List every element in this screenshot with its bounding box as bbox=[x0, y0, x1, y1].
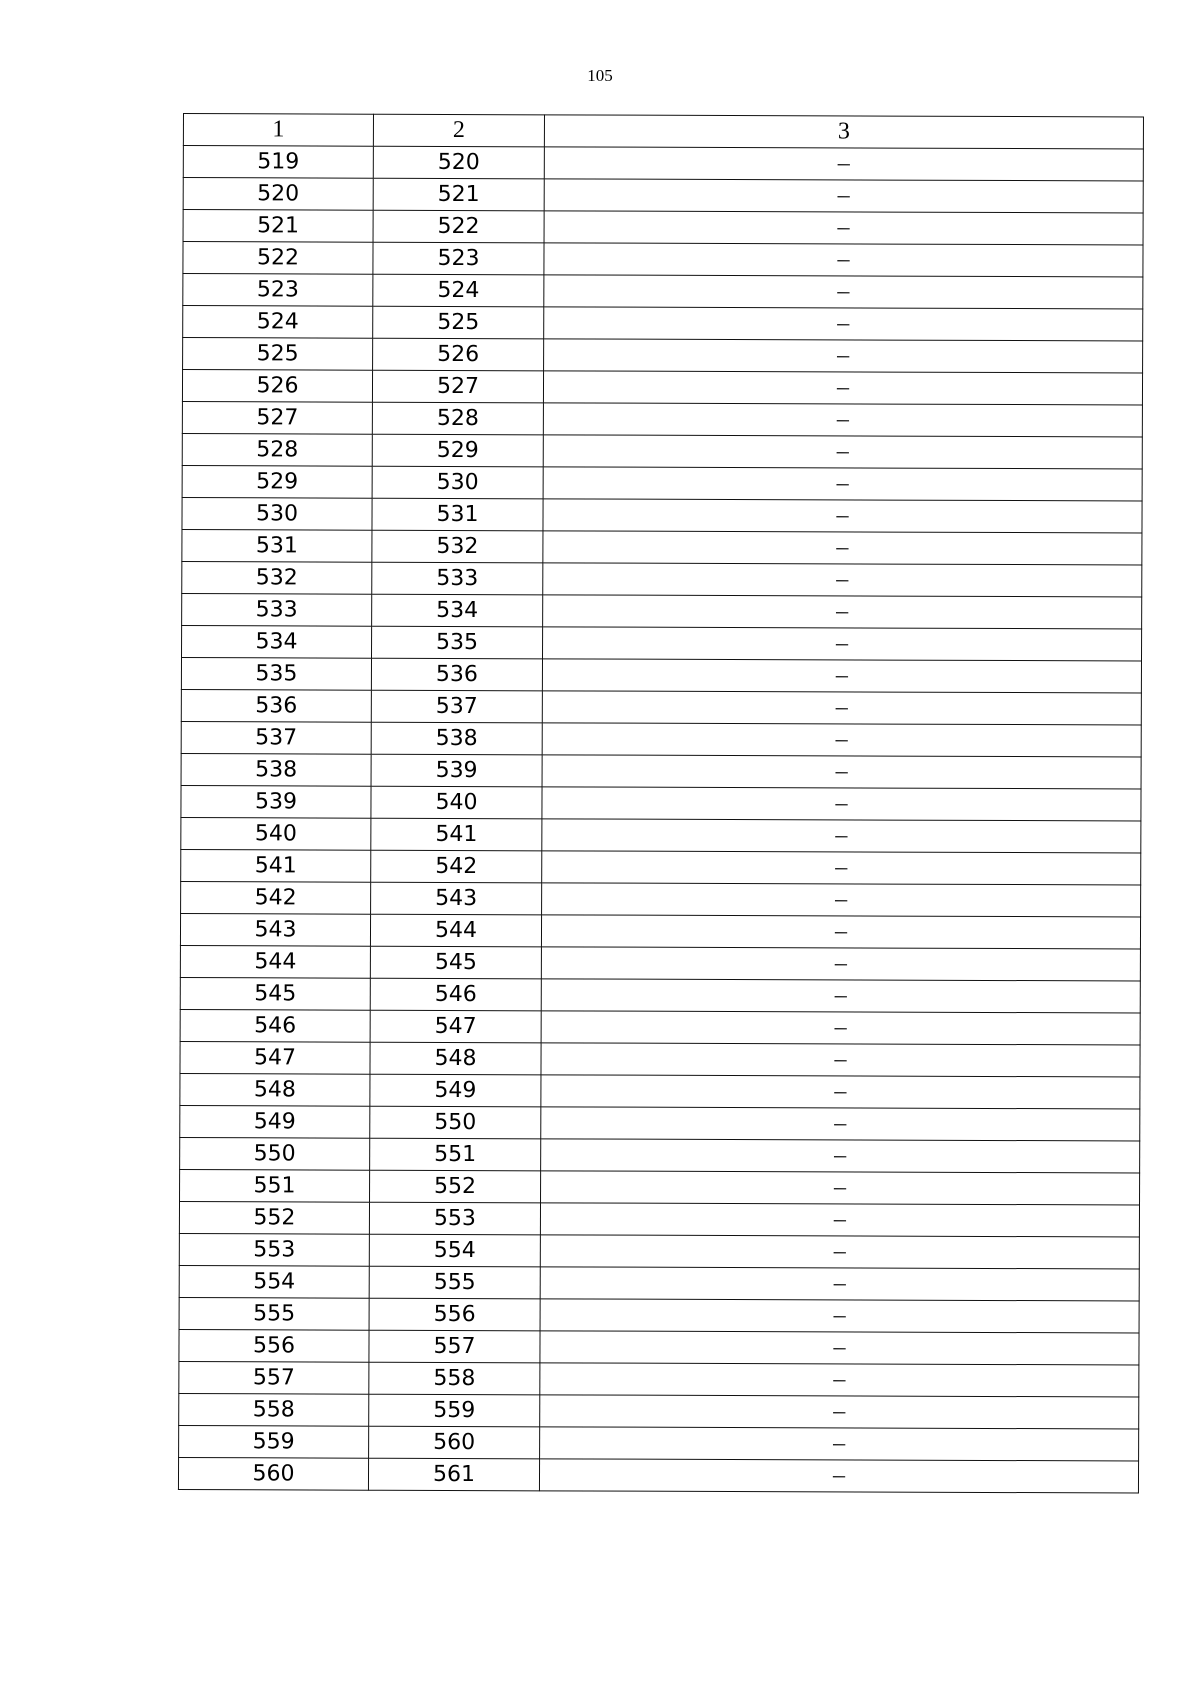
cell-col-2: 542 bbox=[371, 850, 542, 883]
cell-col-2: 553 bbox=[369, 1202, 540, 1235]
cell-col-3: – bbox=[544, 339, 1143, 373]
table-row bbox=[180, 1137, 1140, 1173]
cell-col-1: 543 bbox=[180, 913, 370, 946]
table-row bbox=[181, 785, 1141, 821]
cell-col-2: 547 bbox=[370, 1010, 541, 1043]
cell-col-1: 544 bbox=[180, 945, 370, 978]
cell-col-3: – bbox=[542, 755, 1141, 789]
table-row bbox=[180, 913, 1140, 949]
cell-col-1: 547 bbox=[180, 1041, 370, 1074]
cell-col-2: 527 bbox=[372, 370, 543, 403]
cell-col-2: 524 bbox=[373, 274, 544, 307]
table-row bbox=[180, 1073, 1140, 1109]
table-row bbox=[179, 1297, 1139, 1333]
cell-col-1: 527 bbox=[182, 401, 372, 434]
cell-col-1: 519 bbox=[183, 146, 373, 179]
cell-col-3: – bbox=[543, 371, 1142, 405]
table-row bbox=[182, 593, 1142, 629]
cell-col-1: 521 bbox=[183, 210, 373, 243]
cell-col-3: – bbox=[544, 307, 1143, 341]
table-row bbox=[182, 529, 1142, 565]
column-header-1: 1 bbox=[183, 114, 373, 147]
table-row bbox=[181, 817, 1141, 853]
cell-col-3: – bbox=[542, 659, 1141, 693]
cell-col-1: 525 bbox=[183, 338, 373, 371]
table-container bbox=[178, 113, 1143, 1494]
table-row bbox=[182, 625, 1142, 661]
cell-col-3: – bbox=[542, 883, 1141, 917]
cell-col-3: – bbox=[541, 915, 1140, 949]
table-row bbox=[183, 242, 1143, 278]
cell-col-2: 522 bbox=[373, 210, 544, 243]
cell-col-3: – bbox=[541, 1171, 1140, 1205]
cell-col-1: 539 bbox=[181, 785, 371, 818]
cell-col-3: – bbox=[540, 1267, 1139, 1301]
table-row bbox=[179, 1393, 1139, 1429]
cell-col-3: – bbox=[541, 1011, 1140, 1045]
table-row bbox=[182, 497, 1142, 533]
table-row bbox=[181, 721, 1141, 757]
cell-col-1: 534 bbox=[182, 625, 372, 658]
cell-col-1: 523 bbox=[183, 274, 373, 307]
table-row bbox=[182, 401, 1142, 437]
cell-col-2: 543 bbox=[371, 882, 542, 915]
table-row bbox=[179, 1329, 1139, 1365]
cell-col-3: – bbox=[543, 627, 1142, 661]
cell-col-1: 533 bbox=[182, 593, 372, 626]
cell-col-1: 532 bbox=[182, 561, 372, 594]
cell-col-1: 554 bbox=[179, 1265, 369, 1298]
cell-col-2: 554 bbox=[369, 1234, 540, 1267]
cell-col-2: 526 bbox=[373, 338, 544, 371]
header-row bbox=[183, 114, 1143, 150]
table-row bbox=[180, 1009, 1140, 1045]
table-row bbox=[181, 849, 1141, 885]
table-row bbox=[182, 465, 1142, 501]
cell-col-2: 531 bbox=[372, 498, 543, 531]
table-row bbox=[180, 977, 1140, 1013]
cell-col-2: 558 bbox=[369, 1362, 540, 1395]
table-row bbox=[181, 657, 1141, 693]
cell-col-3: – bbox=[540, 1299, 1139, 1333]
table-row bbox=[181, 753, 1141, 789]
cell-col-1: 529 bbox=[182, 465, 372, 498]
table-row bbox=[180, 1105, 1140, 1141]
cell-col-2: 529 bbox=[372, 434, 543, 467]
cell-col-3: – bbox=[541, 979, 1140, 1013]
cell-col-1: 531 bbox=[182, 529, 372, 562]
cell-col-1: 559 bbox=[179, 1425, 369, 1458]
cell-col-1: 538 bbox=[181, 753, 371, 786]
cell-col-2: 552 bbox=[370, 1170, 541, 1203]
cell-col-2: 528 bbox=[372, 402, 543, 435]
cell-col-1: 526 bbox=[182, 370, 372, 403]
cell-col-3: – bbox=[540, 1395, 1139, 1429]
cell-col-1: 555 bbox=[179, 1297, 369, 1330]
cell-col-2: 557 bbox=[369, 1330, 540, 1363]
cell-col-1: 551 bbox=[180, 1169, 370, 1202]
cell-col-3: – bbox=[540, 1331, 1139, 1365]
cell-col-2: 545 bbox=[370, 946, 541, 979]
table-row bbox=[183, 306, 1143, 342]
cell-col-1: 552 bbox=[179, 1201, 369, 1234]
cell-col-2: 551 bbox=[370, 1138, 541, 1171]
cell-col-3: – bbox=[543, 595, 1142, 629]
cell-col-3: – bbox=[543, 403, 1142, 437]
table-row bbox=[183, 274, 1143, 310]
cell-col-1: 558 bbox=[179, 1393, 369, 1426]
table-row bbox=[179, 1425, 1139, 1461]
cell-col-1: 524 bbox=[183, 306, 373, 339]
cell-col-3: – bbox=[540, 1363, 1139, 1397]
table-row bbox=[179, 1265, 1139, 1301]
cell-col-2: 548 bbox=[370, 1042, 541, 1075]
cell-col-3: – bbox=[544, 147, 1143, 181]
cell-col-2: 533 bbox=[372, 562, 543, 595]
cell-col-1: 546 bbox=[180, 1009, 370, 1042]
cell-col-3: – bbox=[542, 691, 1141, 725]
cell-col-2: 555 bbox=[369, 1266, 540, 1299]
cell-col-2: 534 bbox=[372, 594, 543, 627]
cell-col-2: 544 bbox=[370, 914, 541, 947]
table-row bbox=[179, 1233, 1139, 1269]
cell-col-2: 540 bbox=[371, 786, 542, 819]
cell-col-3: – bbox=[540, 1235, 1139, 1269]
cell-col-1: 553 bbox=[179, 1233, 369, 1266]
cell-col-3: – bbox=[544, 179, 1143, 213]
cell-col-2: 538 bbox=[371, 722, 542, 755]
table-row bbox=[183, 178, 1143, 214]
table-row bbox=[182, 370, 1142, 406]
cell-col-1: 548 bbox=[180, 1073, 370, 1106]
cell-col-3: – bbox=[540, 1427, 1139, 1461]
table-row bbox=[179, 1361, 1139, 1397]
cell-col-3: – bbox=[542, 819, 1141, 853]
page-number: 105 bbox=[587, 66, 613, 85]
cell-col-2: 539 bbox=[371, 754, 542, 787]
table-row bbox=[182, 433, 1142, 469]
cell-col-1: 535 bbox=[181, 657, 371, 690]
cell-col-3: – bbox=[541, 1043, 1140, 1077]
cell-col-2: 537 bbox=[371, 690, 542, 723]
cell-col-1: 537 bbox=[181, 721, 371, 754]
cell-col-3: – bbox=[541, 1075, 1140, 1109]
cell-col-1: 530 bbox=[182, 497, 372, 530]
table-row bbox=[178, 1457, 1138, 1493]
cell-col-2: 535 bbox=[372, 626, 543, 659]
table-row bbox=[183, 146, 1143, 182]
table-row bbox=[181, 689, 1141, 725]
cell-col-2: 559 bbox=[369, 1394, 540, 1427]
cell-col-2: 556 bbox=[369, 1298, 540, 1331]
cell-col-2: 523 bbox=[373, 242, 544, 275]
column-header-2: 2 bbox=[373, 114, 544, 147]
cell-col-2: 546 bbox=[370, 978, 541, 1011]
table-row bbox=[180, 1041, 1140, 1077]
table-row bbox=[181, 881, 1141, 917]
cell-col-2: 549 bbox=[370, 1074, 541, 1107]
cell-col-3: – bbox=[543, 499, 1142, 533]
cell-col-3: – bbox=[544, 243, 1143, 277]
table-body bbox=[178, 146, 1143, 1494]
cell-col-2: 560 bbox=[369, 1426, 540, 1459]
cell-col-3: – bbox=[543, 531, 1142, 565]
cell-col-3: – bbox=[542, 851, 1141, 885]
cell-col-2: 520 bbox=[373, 146, 544, 179]
cell-col-1: 542 bbox=[181, 881, 371, 914]
cell-col-1: 536 bbox=[181, 689, 371, 722]
cell-col-3: – bbox=[543, 563, 1142, 597]
table-row bbox=[183, 210, 1143, 246]
cell-col-1: 520 bbox=[183, 178, 373, 211]
cell-col-1: 541 bbox=[181, 849, 371, 882]
cell-col-1: 556 bbox=[179, 1329, 369, 1362]
cell-col-3: – bbox=[540, 1203, 1139, 1237]
cell-col-3: – bbox=[543, 467, 1142, 501]
cell-col-3: – bbox=[544, 211, 1143, 245]
table-row bbox=[180, 945, 1140, 981]
table-row bbox=[179, 1201, 1139, 1237]
cell-col-3: – bbox=[542, 787, 1141, 821]
cell-col-2: 536 bbox=[371, 658, 542, 691]
cell-col-2: 550 bbox=[370, 1106, 541, 1139]
cell-col-1: 560 bbox=[178, 1457, 368, 1490]
cell-col-3: – bbox=[541, 1139, 1140, 1173]
cell-col-2: 525 bbox=[373, 306, 544, 339]
cell-col-2: 541 bbox=[371, 818, 542, 851]
data-table bbox=[178, 113, 1144, 1494]
cell-col-3: – bbox=[541, 1107, 1140, 1141]
cell-col-2: 521 bbox=[373, 178, 544, 211]
cell-col-3: – bbox=[542, 723, 1141, 757]
cell-col-1: 545 bbox=[180, 977, 370, 1010]
cell-col-1: 528 bbox=[182, 433, 372, 466]
cell-col-1: 540 bbox=[181, 817, 371, 850]
cell-col-1: 549 bbox=[180, 1105, 370, 1138]
table-row bbox=[183, 338, 1143, 374]
cell-col-2: 561 bbox=[368, 1458, 539, 1491]
cell-col-3: – bbox=[544, 275, 1143, 309]
cell-col-1: 550 bbox=[180, 1137, 370, 1170]
table-row bbox=[180, 1169, 1140, 1205]
cell-col-3: – bbox=[539, 1459, 1138, 1493]
column-header-3: 3 bbox=[544, 115, 1143, 149]
cell-col-2: 530 bbox=[372, 466, 543, 499]
cell-col-1: 557 bbox=[179, 1361, 369, 1394]
cell-col-3: – bbox=[543, 435, 1142, 469]
cell-col-2: 532 bbox=[372, 530, 543, 563]
cell-col-3: – bbox=[541, 947, 1140, 981]
cell-col-1: 522 bbox=[183, 242, 373, 275]
table-row bbox=[182, 561, 1142, 597]
